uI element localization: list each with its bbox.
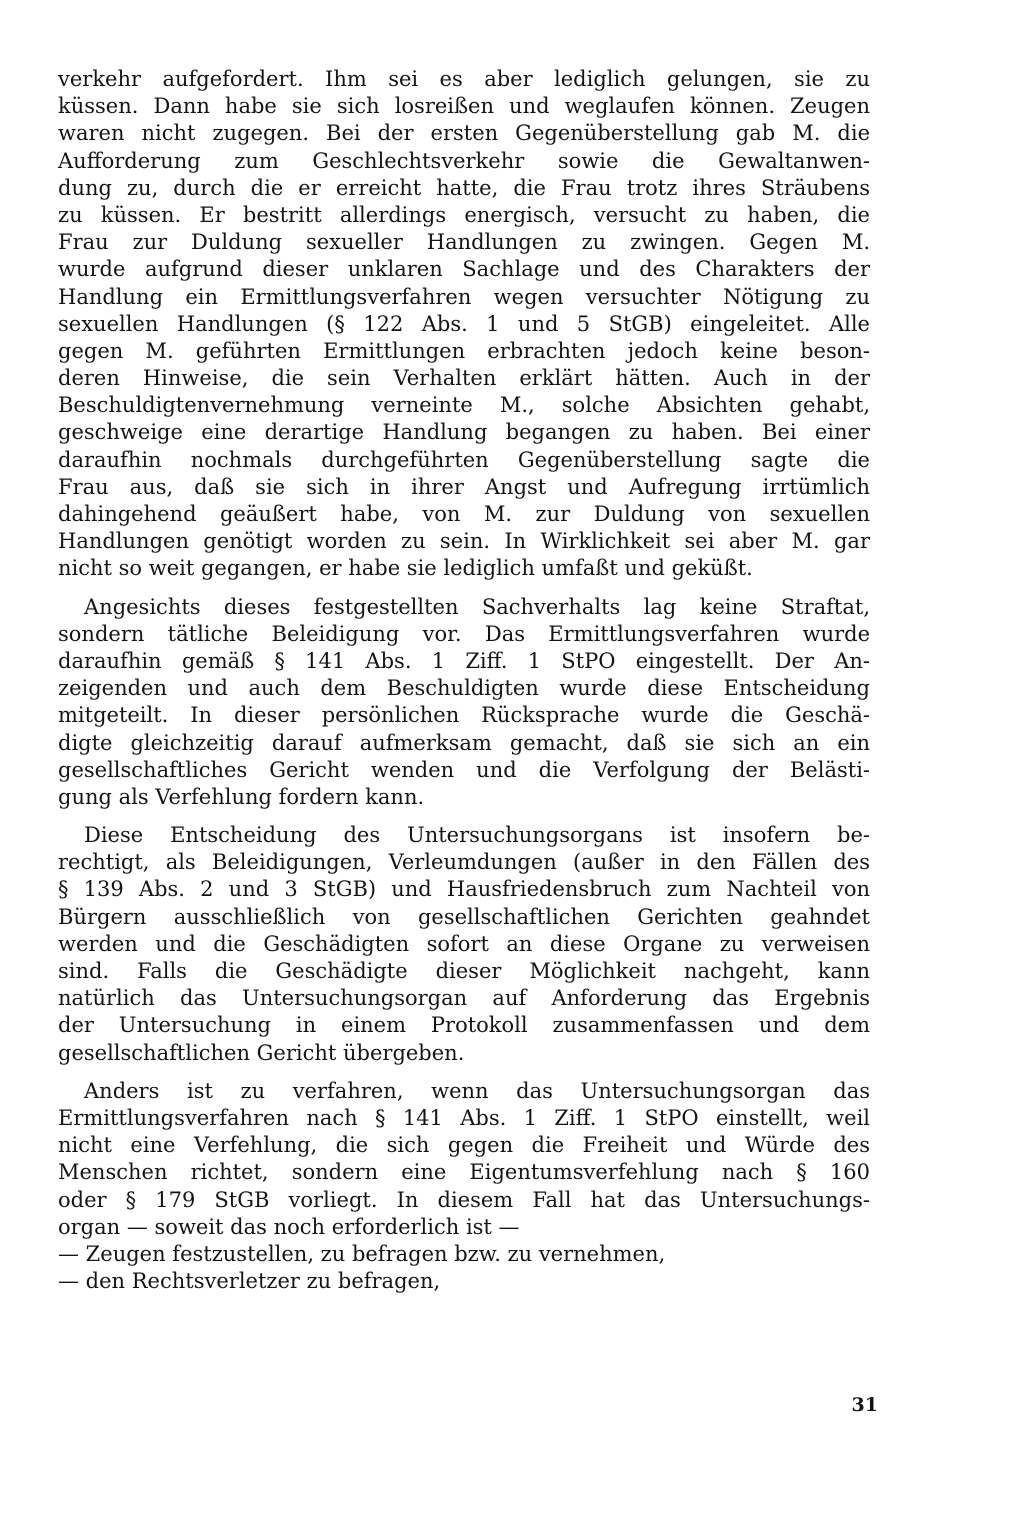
text-line: deren Hinweise, die sein Verhalten erklärt hätten. Auch in der <box>58 366 870 391</box>
text-line: digte gleichzeitig darauf aufmerksam gemacht, daß sie sich an ein <box>58 730 870 755</box>
text-line: Angesichts dieses festgestellten Sachverhalts lag keine Straftat, <box>84 594 870 619</box>
text-line: nicht so weit gegangen, er habe sie lediglich umfaßt und geküßt. <box>58 556 753 581</box>
text-line: gegen M. geführten Ermittlungen erbrachten jedoch keine beson- <box>58 338 870 363</box>
text-line: daraufhin gemäß § 141 Abs. 1 Ziff. 1 StPO eingestellt. Der An- <box>58 648 870 673</box>
page-number: 31 <box>851 1394 878 1416</box>
document-page <box>58 66 870 1306</box>
text-line: der Untersuchung in einem Protokoll zusammenfassen und dem <box>58 1013 870 1038</box>
paragraph-4 <box>58 1078 870 1296</box>
text-line: gesellschaftlichen Gericht übergeben. <box>58 1040 465 1065</box>
text-line: zu küssen. Er bestritt allerdings energisch, versucht zu haben, die <box>58 202 870 227</box>
text-line: geschweige eine derartige Handlung begangen zu haben. Bei einer <box>58 420 870 445</box>
text-line: waren nicht zugegen. Bei der ersten Gegenüberstellung gab M. die <box>58 121 870 146</box>
text-line: zeigenden und auch dem Beschuldigten wurde diese Entscheidung <box>58 676 870 701</box>
text-line: Beschuldigtenvernehmung verneinte M., solche Absichten gehabt, <box>58 393 870 418</box>
text-line: Bürgern ausschließlich von gesellschaftlichen Gerichten geahndet <box>58 904 870 929</box>
text-line: gung als Verfehlung fordern kann. <box>58 784 425 809</box>
text-line: sind. Falls die Geschädigte dieser Möglichkeit nachgeht, kann <box>58 959 870 983</box>
text-line: dahingehend geäußert habe, von M. zur Duldung von sexuellen <box>58 502 870 526</box>
text-line: Aufforderung zum Geschlechtsverkehr sowie die Gewaltanwen- <box>58 148 870 173</box>
text-line: wurde aufgrund dieser unklaren Sachlage und des Charakters der <box>58 257 870 282</box>
text-line: Ermittlungsverfahren nach § 141 Abs. 1 Ziff. 1 StPO einstellt, weil <box>58 1105 870 1130</box>
text-line: Menschen richtet, sondern eine Eigentumsverfehlung nach § 160 <box>58 1160 870 1185</box>
text-line: Anders ist zu verfahren, wenn das Untersuchungsorgan das <box>84 1078 870 1103</box>
text-line: Handlungen genötigt worden zu sein. In Wirklichkeit sei aber M. gar <box>58 529 870 554</box>
text-line: rechtigt, als Beleidigungen, Verleumdungen (außer in den Fällen des <box>58 850 870 875</box>
text-line: sexuellen Handlungen (§ 122 Abs. 1 und 5 StGB) eingeleitet. Alle <box>58 311 870 336</box>
paragraph-2 <box>58 594 870 812</box>
text-line: dung zu, durch die er erreicht hatte, die Frau trotz ihres Sträubens <box>58 175 870 200</box>
text-line: § 139 Abs. 2 und 3 StGB) und Hausfriedensbruch zum Nachteil von <box>58 877 870 902</box>
list-item: — den Rechtsverletzer zu befragen, <box>58 1269 441 1294</box>
text-line: Frau aus, daß sie sich in ihrer Angst und Aufregung irrtümlich <box>58 474 870 499</box>
text-line: organ — soweit das noch erforderlich ist — <box>58 1214 520 1239</box>
paragraph-3 <box>58 822 870 1067</box>
text-line: sondern tätliche Beleidigung vor. Das Ermittlungsverfahren wurde <box>58 621 870 646</box>
text-line: Diese Entscheidung des Untersuchungsorgans ist insofern be- <box>84 823 870 848</box>
text-line: gesellschaftliches Gericht wenden und die Verfolgung der Belästi- <box>58 757 870 782</box>
text-line: daraufhin nochmals durchgeführten Gegenüberstellung sagte die <box>58 447 870 472</box>
text-line: verkehr aufgefordert. Ihm sei es aber lediglich gelungen, sie zu <box>58 67 870 91</box>
text-line: nicht eine Verfehlung, die sich gegen die Freiheit und Würde des <box>58 1133 870 1158</box>
text-line: werden und die Geschädigten sofort an diese Organe zu verweisen <box>58 931 870 956</box>
text-line: Handlung ein Ermittlungsverfahren wegen versuchter Nötigung zu <box>58 284 870 309</box>
list-item: — Zeugen festzustellen, zu befragen bzw. zu vernehmen, <box>58 1241 666 1266</box>
paragraph-1 <box>58 66 870 583</box>
text-line: oder § 179 StGB vorliegt. In diesem Fall hat das Untersuchungs- <box>58 1187 870 1212</box>
text-line: mitgeteilt. In dieser persönlichen Rücksprache wurde die Geschä- <box>58 703 870 728</box>
text-line: Frau zur Duldung sexueller Handlungen zu zwingen. Gegen M. <box>58 230 870 255</box>
text-line: natürlich das Untersuchungsorgan auf Anforderung das Ergebnis <box>58 986 870 1011</box>
text-line: küssen. Dann habe sie sich losreißen und weglaufen können. Zeugen <box>58 94 870 119</box>
